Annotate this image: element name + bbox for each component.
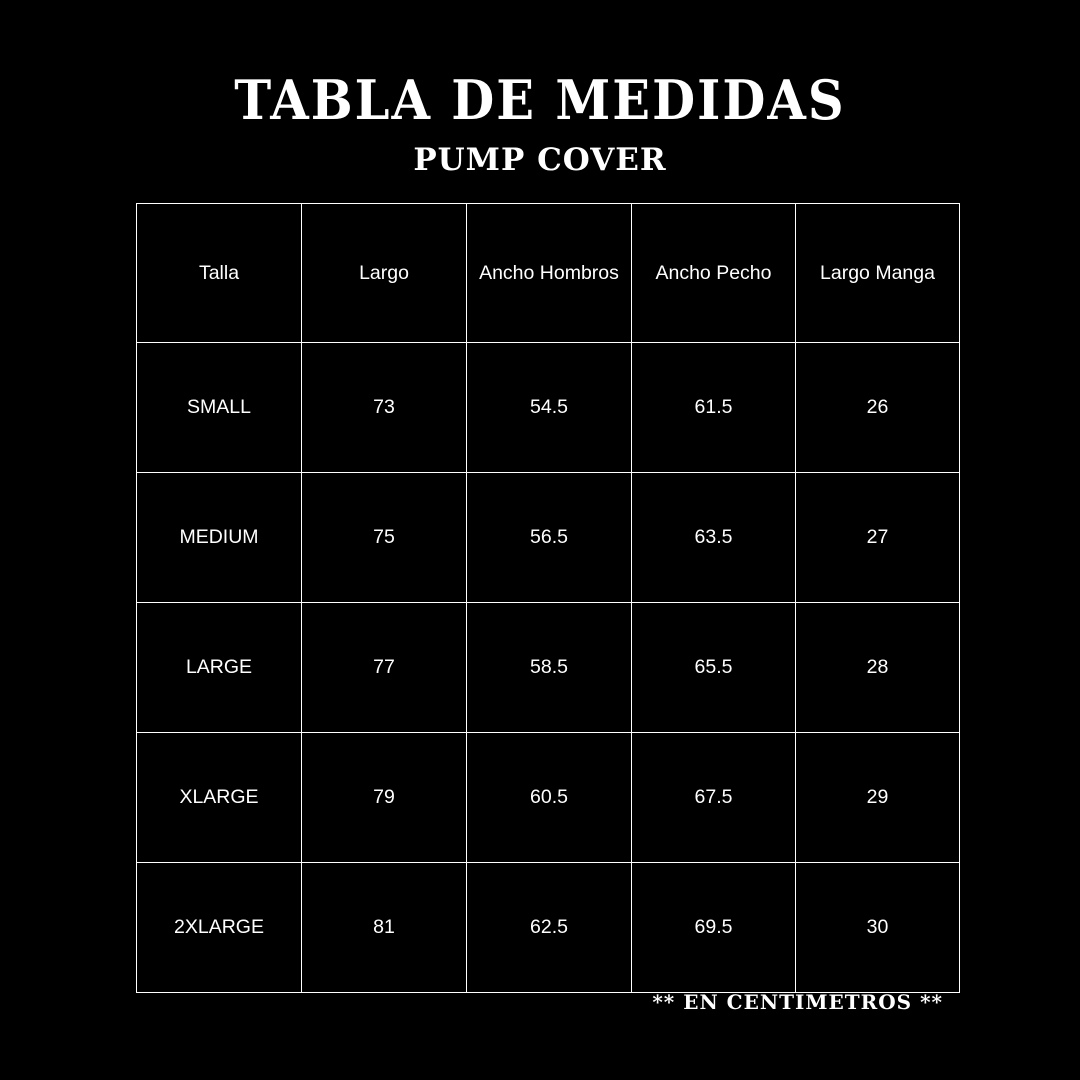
measurements-table [136, 203, 960, 993]
units-footnote: ** EN CENTIMETROS ** [652, 990, 943, 1014]
page-subtitle: PUMP COVER [413, 142, 667, 178]
cell-ancho-hombros: 62.5 [467, 863, 632, 993]
cell-ancho-pecho: 61.5 [632, 343, 796, 473]
column-header-largo-manga: Largo Manga [796, 204, 960, 343]
cell-largo: 81 [302, 863, 467, 993]
cell-size: XLARGE [137, 733, 302, 863]
cell-largo: 75 [302, 473, 467, 603]
cell-largo-manga: 26 [796, 343, 960, 473]
table-header-row [137, 204, 960, 343]
measurements-table-container [136, 203, 944, 993]
column-header-talla: Talla [137, 204, 302, 343]
cell-largo: 79 [302, 733, 467, 863]
cell-size: 2XLARGE [137, 863, 302, 993]
cell-largo: 77 [302, 603, 467, 733]
cell-largo: 73 [302, 343, 467, 473]
cell-ancho-pecho: 65.5 [632, 603, 796, 733]
cell-largo-manga: 27 [796, 473, 960, 603]
table-row [137, 473, 960, 603]
cell-largo-manga: 28 [796, 603, 960, 733]
page-title: TABLA DE MEDIDAS [234, 68, 846, 132]
cell-ancho-hombros: 56.5 [467, 473, 632, 603]
table-row [137, 343, 960, 473]
column-header-ancho-pecho: Ancho Pecho [632, 204, 796, 343]
cell-ancho-pecho: 67.5 [632, 733, 796, 863]
cell-largo-manga: 29 [796, 733, 960, 863]
column-header-largo: Largo [302, 204, 467, 343]
cell-size: MEDIUM [137, 473, 302, 603]
column-header-ancho-hombros: Ancho Hombros [467, 204, 632, 343]
cell-ancho-hombros: 54.5 [467, 343, 632, 473]
table-row [137, 603, 960, 733]
cell-size: SMALL [137, 343, 302, 473]
table-row [137, 733, 960, 863]
cell-largo-manga: 30 [796, 863, 960, 993]
cell-ancho-pecho: 69.5 [632, 863, 796, 993]
table-header [137, 204, 960, 343]
table-body [137, 343, 960, 993]
cell-ancho-pecho: 63.5 [632, 473, 796, 603]
table-row [137, 863, 960, 993]
cell-ancho-hombros: 60.5 [467, 733, 632, 863]
cell-ancho-hombros: 58.5 [467, 603, 632, 733]
cell-size: LARGE [137, 603, 302, 733]
